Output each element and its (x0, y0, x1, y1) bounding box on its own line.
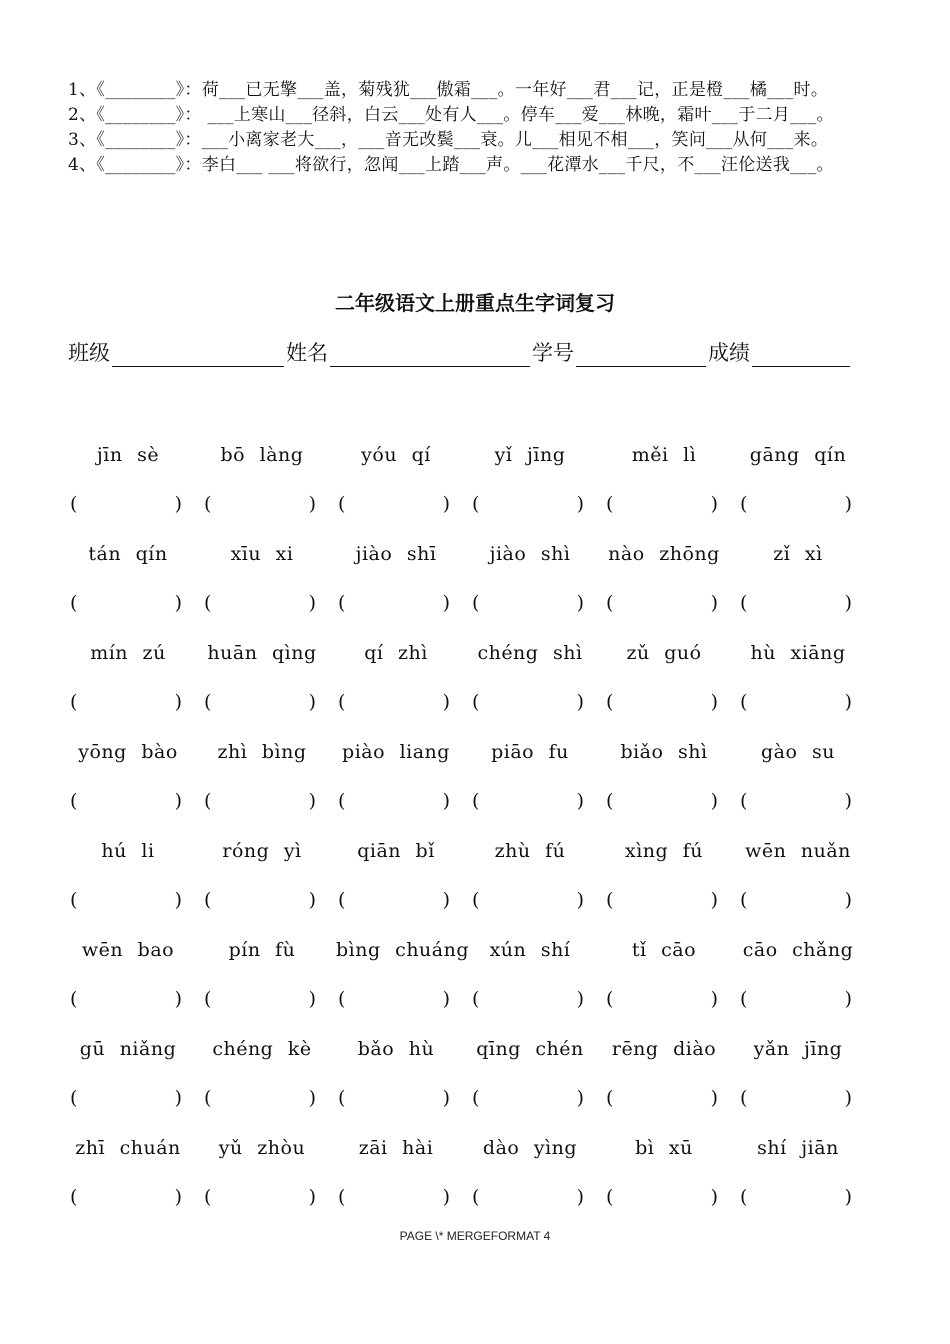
paren-close: ) (844, 592, 852, 614)
paren-close: ) (844, 691, 852, 713)
paren-open: ( (204, 988, 212, 1010)
paren-open: ( (338, 988, 346, 1010)
answer-blank[interactable] (604, 493, 738, 515)
student-info-row (68, 337, 868, 367)
answer-blank[interactable] (68, 1087, 202, 1109)
pinyin-word: jiào shī (355, 542, 437, 565)
answer-blank[interactable] (738, 790, 872, 812)
pinyin-word: yōng bào (78, 740, 178, 763)
class-label: 班级 (68, 341, 110, 365)
answer-row (68, 776, 868, 826)
pinyin-word: qí zhì (364, 641, 428, 664)
pinyin-word: róng yì (222, 839, 302, 862)
answer-blank[interactable] (604, 1186, 738, 1208)
paren-close: ) (308, 592, 316, 614)
answer-blank[interactable] (68, 1186, 202, 1208)
paren-open: ( (472, 493, 480, 515)
pinyin-word: xìng fú (625, 839, 703, 862)
pinyin-grid (68, 430, 868, 1222)
answer-blank[interactable] (202, 592, 336, 614)
paren-close: ) (442, 889, 450, 911)
answer-blank[interactable] (470, 1087, 604, 1109)
pinyin-word: mín zú (90, 641, 166, 664)
answer-blank[interactable] (202, 1087, 336, 1109)
paren-close: ) (844, 1186, 852, 1208)
pinyin-word: yǔ zhòu (218, 1136, 306, 1159)
paren-open: ( (472, 592, 480, 614)
paren-open: ( (204, 790, 212, 812)
pinyin-word: gào su (761, 740, 835, 763)
paren-close: ) (710, 988, 718, 1010)
paren-open: ( (740, 988, 748, 1010)
paren-open: ( (606, 988, 614, 1010)
paren-open: ( (606, 1087, 614, 1109)
paren-close: ) (442, 691, 450, 713)
paren-open: ( (740, 691, 748, 713)
answer-row (68, 578, 868, 628)
poem-line-3: 3、《________》：___小离家老大___，___音无改鬓___衰。儿___相见不相___，笑问___从何___来。 (68, 130, 829, 150)
answer-blank[interactable] (336, 988, 470, 1010)
pinyin-word: zhī chuán (75, 1136, 181, 1159)
pinyin-word: jiào shì (489, 542, 571, 565)
paren-open: ( (740, 1087, 748, 1109)
pinyin-word: gāng qín (749, 443, 847, 466)
pinyin-row (68, 628, 868, 677)
pinyin-word: yǐ jīng (494, 443, 566, 466)
paren-close: ) (844, 1087, 852, 1109)
answer-blank[interactable] (68, 790, 202, 812)
paren-close: ) (576, 889, 584, 911)
answer-blank[interactable] (604, 988, 738, 1010)
pinyin-word: měi lì (631, 443, 697, 466)
id-blank[interactable] (576, 340, 706, 367)
page-footer: PAGE \* MERGEFORMAT 4 (399, 1229, 551, 1243)
answer-blank[interactable] (68, 592, 202, 614)
paren-open: ( (338, 889, 346, 911)
pinyin-word: piào liang (342, 740, 450, 763)
paren-open: ( (472, 691, 480, 713)
pinyin-word: bì xū (635, 1136, 693, 1159)
paren-close: ) (442, 790, 450, 812)
paren-close: ) (710, 493, 718, 515)
paren-close: ) (844, 790, 852, 812)
answer-blank[interactable] (336, 592, 470, 614)
paren-open: ( (204, 1087, 212, 1109)
paren-close: ) (442, 1186, 450, 1208)
name-blank[interactable] (330, 340, 530, 367)
poem-line-1: 1、《________》：荷___已无擎___盖，菊残犹___傲霜___。一年好___君___记，正是橙___橘___时。 (68, 80, 829, 100)
pinyin-word: jīn sè (96, 443, 160, 466)
class-blank[interactable] (112, 340, 284, 367)
pinyin-word: tǐ cāo (631, 938, 697, 961)
pinyin-row (68, 925, 868, 974)
paren-close: ) (308, 790, 316, 812)
paren-close: ) (710, 691, 718, 713)
paren-open: ( (606, 493, 614, 515)
answer-row (68, 1172, 868, 1222)
pinyin-row (68, 826, 868, 875)
paren-close: ) (710, 790, 718, 812)
pinyin-word: wēn bao (81, 938, 175, 961)
answer-blank[interactable] (738, 691, 872, 713)
paren-close: ) (308, 1087, 316, 1109)
paren-close: ) (308, 988, 316, 1010)
paren-open: ( (70, 790, 78, 812)
paren-close: ) (442, 1087, 450, 1109)
paren-open: ( (70, 1087, 78, 1109)
pinyin-word: huān qìng (207, 641, 317, 664)
answer-blank[interactable] (738, 493, 872, 515)
paren-open: ( (204, 1186, 212, 1208)
answer-blank[interactable] (470, 1186, 604, 1208)
paren-open: ( (606, 592, 614, 614)
paren-open: ( (740, 592, 748, 614)
paren-close: ) (576, 691, 584, 713)
paren-open: ( (70, 1186, 78, 1208)
paren-close: ) (710, 889, 718, 911)
answer-blank[interactable] (604, 790, 738, 812)
answer-blank[interactable] (738, 1186, 872, 1208)
paren-close: ) (442, 592, 450, 614)
paren-open: ( (740, 790, 748, 812)
answer-blank[interactable] (336, 493, 470, 515)
answer-blank[interactable] (470, 592, 604, 614)
pinyin-word: qiān bǐ (357, 839, 435, 862)
pinyin-row (68, 529, 868, 578)
answer-blank[interactable] (202, 1186, 336, 1208)
pinyin-word: zǔ guó (626, 641, 702, 664)
paren-open: ( (70, 988, 78, 1010)
paren-open: ( (338, 493, 346, 515)
paren-close: ) (174, 493, 182, 515)
paren-open: ( (70, 592, 78, 614)
answer-blank[interactable] (336, 790, 470, 812)
pinyin-word: zhù fú (494, 839, 566, 862)
pinyin-word: chéng kè (212, 1037, 312, 1060)
poem-exercises (68, 78, 883, 178)
paren-close: ) (174, 1087, 182, 1109)
answer-blank[interactable] (738, 988, 872, 1010)
paren-open: ( (204, 889, 212, 911)
answer-row (68, 1073, 868, 1123)
paren-open: ( (338, 691, 346, 713)
paren-close: ) (710, 1087, 718, 1109)
paren-close: ) (174, 691, 182, 713)
pinyin-row (68, 1123, 868, 1172)
pinyin-word: rēng diào (611, 1037, 717, 1060)
paren-open: ( (70, 691, 78, 713)
pinyin-word: xún shí (489, 938, 571, 961)
pinyin-word: yǎn jīng (753, 1037, 843, 1060)
answer-blank[interactable] (470, 790, 604, 812)
pinyin-word: zhì bìng (217, 740, 307, 763)
paren-open: ( (472, 988, 480, 1010)
answer-blank[interactable] (738, 889, 872, 911)
pinyin-word: xīu xi (230, 542, 294, 565)
pinyin-word: tán qín (88, 542, 168, 565)
paren-close: ) (174, 988, 182, 1010)
score-label: 成绩 (708, 341, 750, 365)
pinyin-word: cāo chǎng (742, 938, 854, 961)
paren-close: ) (576, 1186, 584, 1208)
paren-close: ) (576, 1087, 584, 1109)
pinyin-word: bìng chuáng (336, 938, 470, 961)
answer-blank[interactable] (470, 889, 604, 911)
paren-close: ) (174, 592, 182, 614)
answer-blank[interactable] (604, 691, 738, 713)
id-label: 学号 (532, 341, 574, 365)
paren-open: ( (338, 592, 346, 614)
paren-close: ) (174, 790, 182, 812)
paren-open: ( (606, 790, 614, 812)
answer-blank[interactable] (604, 592, 738, 614)
pinyin-word: bǎo hù (357, 1037, 435, 1060)
answer-blank[interactable] (202, 790, 336, 812)
pinyin-word: dào yìng (482, 1136, 578, 1159)
answer-blank[interactable] (68, 493, 202, 515)
paren-open: ( (338, 1087, 346, 1109)
paren-close: ) (576, 988, 584, 1010)
answer-blank[interactable] (738, 592, 872, 614)
paren-open: ( (338, 1186, 346, 1208)
paren-close: ) (576, 493, 584, 515)
answer-row (68, 479, 868, 529)
answer-blank[interactable] (604, 889, 738, 911)
pinyin-word: hù xiāng (750, 641, 846, 664)
score-blank[interactable] (752, 340, 850, 367)
paren-close: ) (844, 493, 852, 515)
paren-open: ( (472, 1087, 480, 1109)
paren-close: ) (442, 493, 450, 515)
paren-open: ( (606, 889, 614, 911)
answer-blank[interactable] (68, 988, 202, 1010)
paren-close: ) (576, 790, 584, 812)
paren-open: ( (740, 1186, 748, 1208)
answer-blank[interactable] (738, 1087, 872, 1109)
answer-blank[interactable] (470, 493, 604, 515)
paren-open: ( (472, 889, 480, 911)
page-title: 二年级语文上册重点生字词复习 (335, 291, 615, 315)
paren-open: ( (70, 889, 78, 911)
paren-close: ) (576, 592, 584, 614)
answer-blank[interactable] (336, 889, 470, 911)
pinyin-word: shí jiān (757, 1136, 839, 1159)
paren-close: ) (308, 691, 316, 713)
pinyin-word: piāo fu (491, 740, 569, 763)
paren-close: ) (710, 1186, 718, 1208)
pinyin-word: zāi hài (358, 1136, 434, 1159)
paren-close: ) (308, 1186, 316, 1208)
answer-blank[interactable] (202, 988, 336, 1010)
pinyin-word: yóu qí (361, 443, 431, 466)
paren-open: ( (70, 493, 78, 515)
answer-blank[interactable] (68, 889, 202, 911)
pinyin-word: bō làng (220, 443, 304, 466)
paren-open: ( (606, 691, 614, 713)
paren-open: ( (338, 790, 346, 812)
pinyin-row (68, 1024, 868, 1073)
paren-close: ) (844, 988, 852, 1010)
paren-close: ) (844, 889, 852, 911)
pinyin-word: zǐ xì (773, 542, 823, 565)
pinyin-word: qīng chén (476, 1037, 584, 1060)
answer-row (68, 974, 868, 1024)
paren-open: ( (204, 592, 212, 614)
paren-close: ) (308, 889, 316, 911)
answer-blank[interactable] (336, 1087, 470, 1109)
paren-close: ) (442, 988, 450, 1010)
answer-blank[interactable] (68, 691, 202, 713)
pinyin-word: pín fù (228, 938, 296, 961)
pinyin-row (68, 430, 868, 479)
paren-open: ( (606, 1186, 614, 1208)
answer-blank[interactable] (336, 691, 470, 713)
answer-blank[interactable] (604, 1087, 738, 1109)
paren-close: ) (174, 889, 182, 911)
paren-close: ) (308, 493, 316, 515)
pinyin-row (68, 727, 868, 776)
pinyin-word: biǎo shì (620, 740, 708, 763)
poem-line-4: 4、《________》：李白___ ___将欲行，忽闻___上踏___声。___花潭水___千尺，不___汪伦送我___。 (68, 155, 834, 175)
pinyin-word: gū niǎng (79, 1037, 177, 1060)
answer-blank[interactable] (202, 691, 336, 713)
answer-row (68, 677, 868, 727)
answer-blank[interactable] (470, 988, 604, 1010)
paren-open: ( (204, 691, 212, 713)
pinyin-word: nào zhōng (608, 542, 720, 565)
answer-blank[interactable] (202, 493, 336, 515)
answer-blank[interactable] (202, 889, 336, 911)
paren-open: ( (472, 790, 480, 812)
poem-line-2: 2、《________》： ___上寒山___径斜，白云___处有人___。停车___爱___林晚，霜叶___于二月___。 (68, 105, 834, 125)
paren-close: ) (710, 592, 718, 614)
paren-open: ( (740, 889, 748, 911)
pinyin-word: hú li (101, 839, 155, 862)
paren-close: ) (174, 1186, 182, 1208)
paren-open: ( (204, 493, 212, 515)
paren-open: ( (740, 493, 748, 515)
pinyin-word: wēn nuǎn (745, 839, 851, 862)
pinyin-word: chéng shì (477, 641, 583, 664)
paren-open: ( (472, 1186, 480, 1208)
answer-blank[interactable] (336, 1186, 470, 1208)
answer-row (68, 875, 868, 925)
answer-blank[interactable] (470, 691, 604, 713)
name-label: 姓名 (286, 341, 328, 365)
